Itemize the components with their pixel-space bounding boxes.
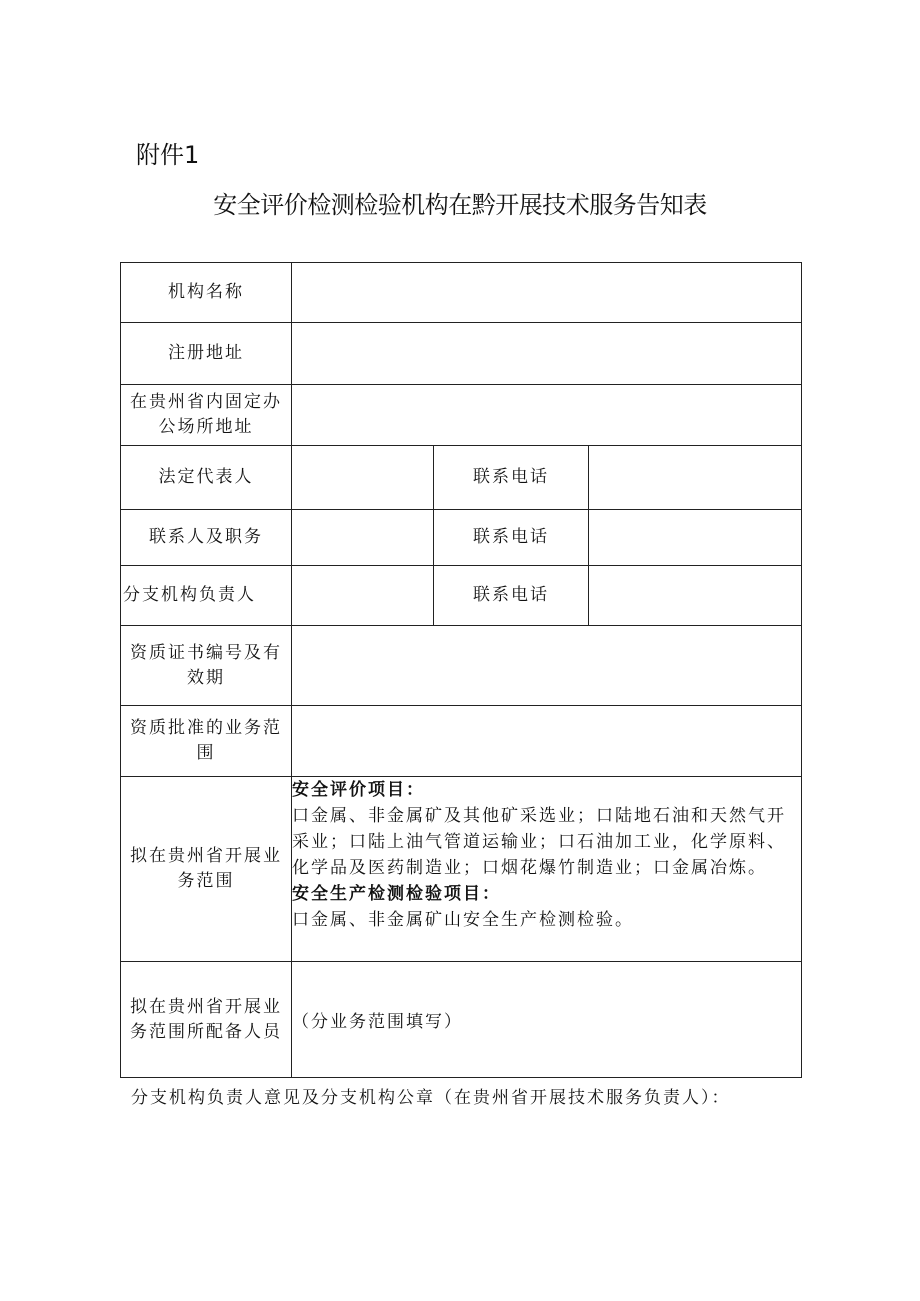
notification-form-table: [120, 262, 802, 1078]
office-address-field[interactable]: [292, 385, 802, 446]
label-phone-3: 联系电话: [434, 566, 589, 626]
planned-scope-cell: [292, 777, 802, 962]
reg-address-field[interactable]: [292, 323, 802, 385]
label-legal-rep: 法定代表人: [121, 446, 292, 510]
form-title: 安全评价检测检验机构在黔开展技术服务告知表: [213, 191, 707, 219]
phone-1-field[interactable]: [589, 446, 802, 510]
approved-scope-field[interactable]: [292, 706, 802, 777]
eval-heading: 安全评价项目：: [292, 780, 425, 800]
label-cert-no: 资质证书编号及有效期: [121, 626, 292, 706]
eval-items: 口金属、非金属矿及其他矿采选业；口陆地石油和天然气开采业；口陆上油气管道运输业；口石油加工业，化学原料、化学品及医药制造业；口烟花爆竹制造业；口金属冶炼。: [292, 806, 786, 878]
legal-rep-field[interactable]: [292, 446, 434, 510]
footer-note: 分支机构负责人意见及分支机构公章（在贵州省开展技术服务负责人）：: [131, 1088, 731, 1108]
label-reg-address: 注册地址: [121, 323, 292, 385]
org-name-field[interactable]: [292, 263, 802, 323]
test-items: 口金属、非金属矿山安全生产检测检验。: [292, 910, 634, 930]
label-phone-1: 联系电话: [434, 446, 589, 510]
label-org-name: 机构名称: [121, 263, 292, 323]
label-phone-2: 联系电话: [434, 510, 589, 566]
cert-no-field[interactable]: [292, 626, 802, 706]
contact-person-field[interactable]: [292, 510, 434, 566]
label-approved-scope: 资质批准的业务范围: [121, 706, 292, 777]
test-heading: 安全生产检测检验项目：: [292, 884, 501, 904]
phone-3-field[interactable]: [589, 566, 802, 626]
staff-note: （分业务范围填写）: [292, 962, 802, 1078]
phone-2-field[interactable]: [589, 510, 802, 566]
label-office-address: 在贵州省内固定办公场所地址: [121, 385, 292, 446]
label-contact-person: 联系人及职务: [121, 510, 292, 566]
label-planned-scope: 拟在贵州省开展业务范围: [121, 777, 292, 962]
label-branch-head: 分支机构负责人: [121, 566, 292, 626]
branch-head-field[interactable]: [292, 566, 434, 626]
label-planned-staff: 拟在贵州省开展业务范围所配备人员: [121, 962, 292, 1078]
attachment-label: 附件1: [136, 141, 200, 169]
